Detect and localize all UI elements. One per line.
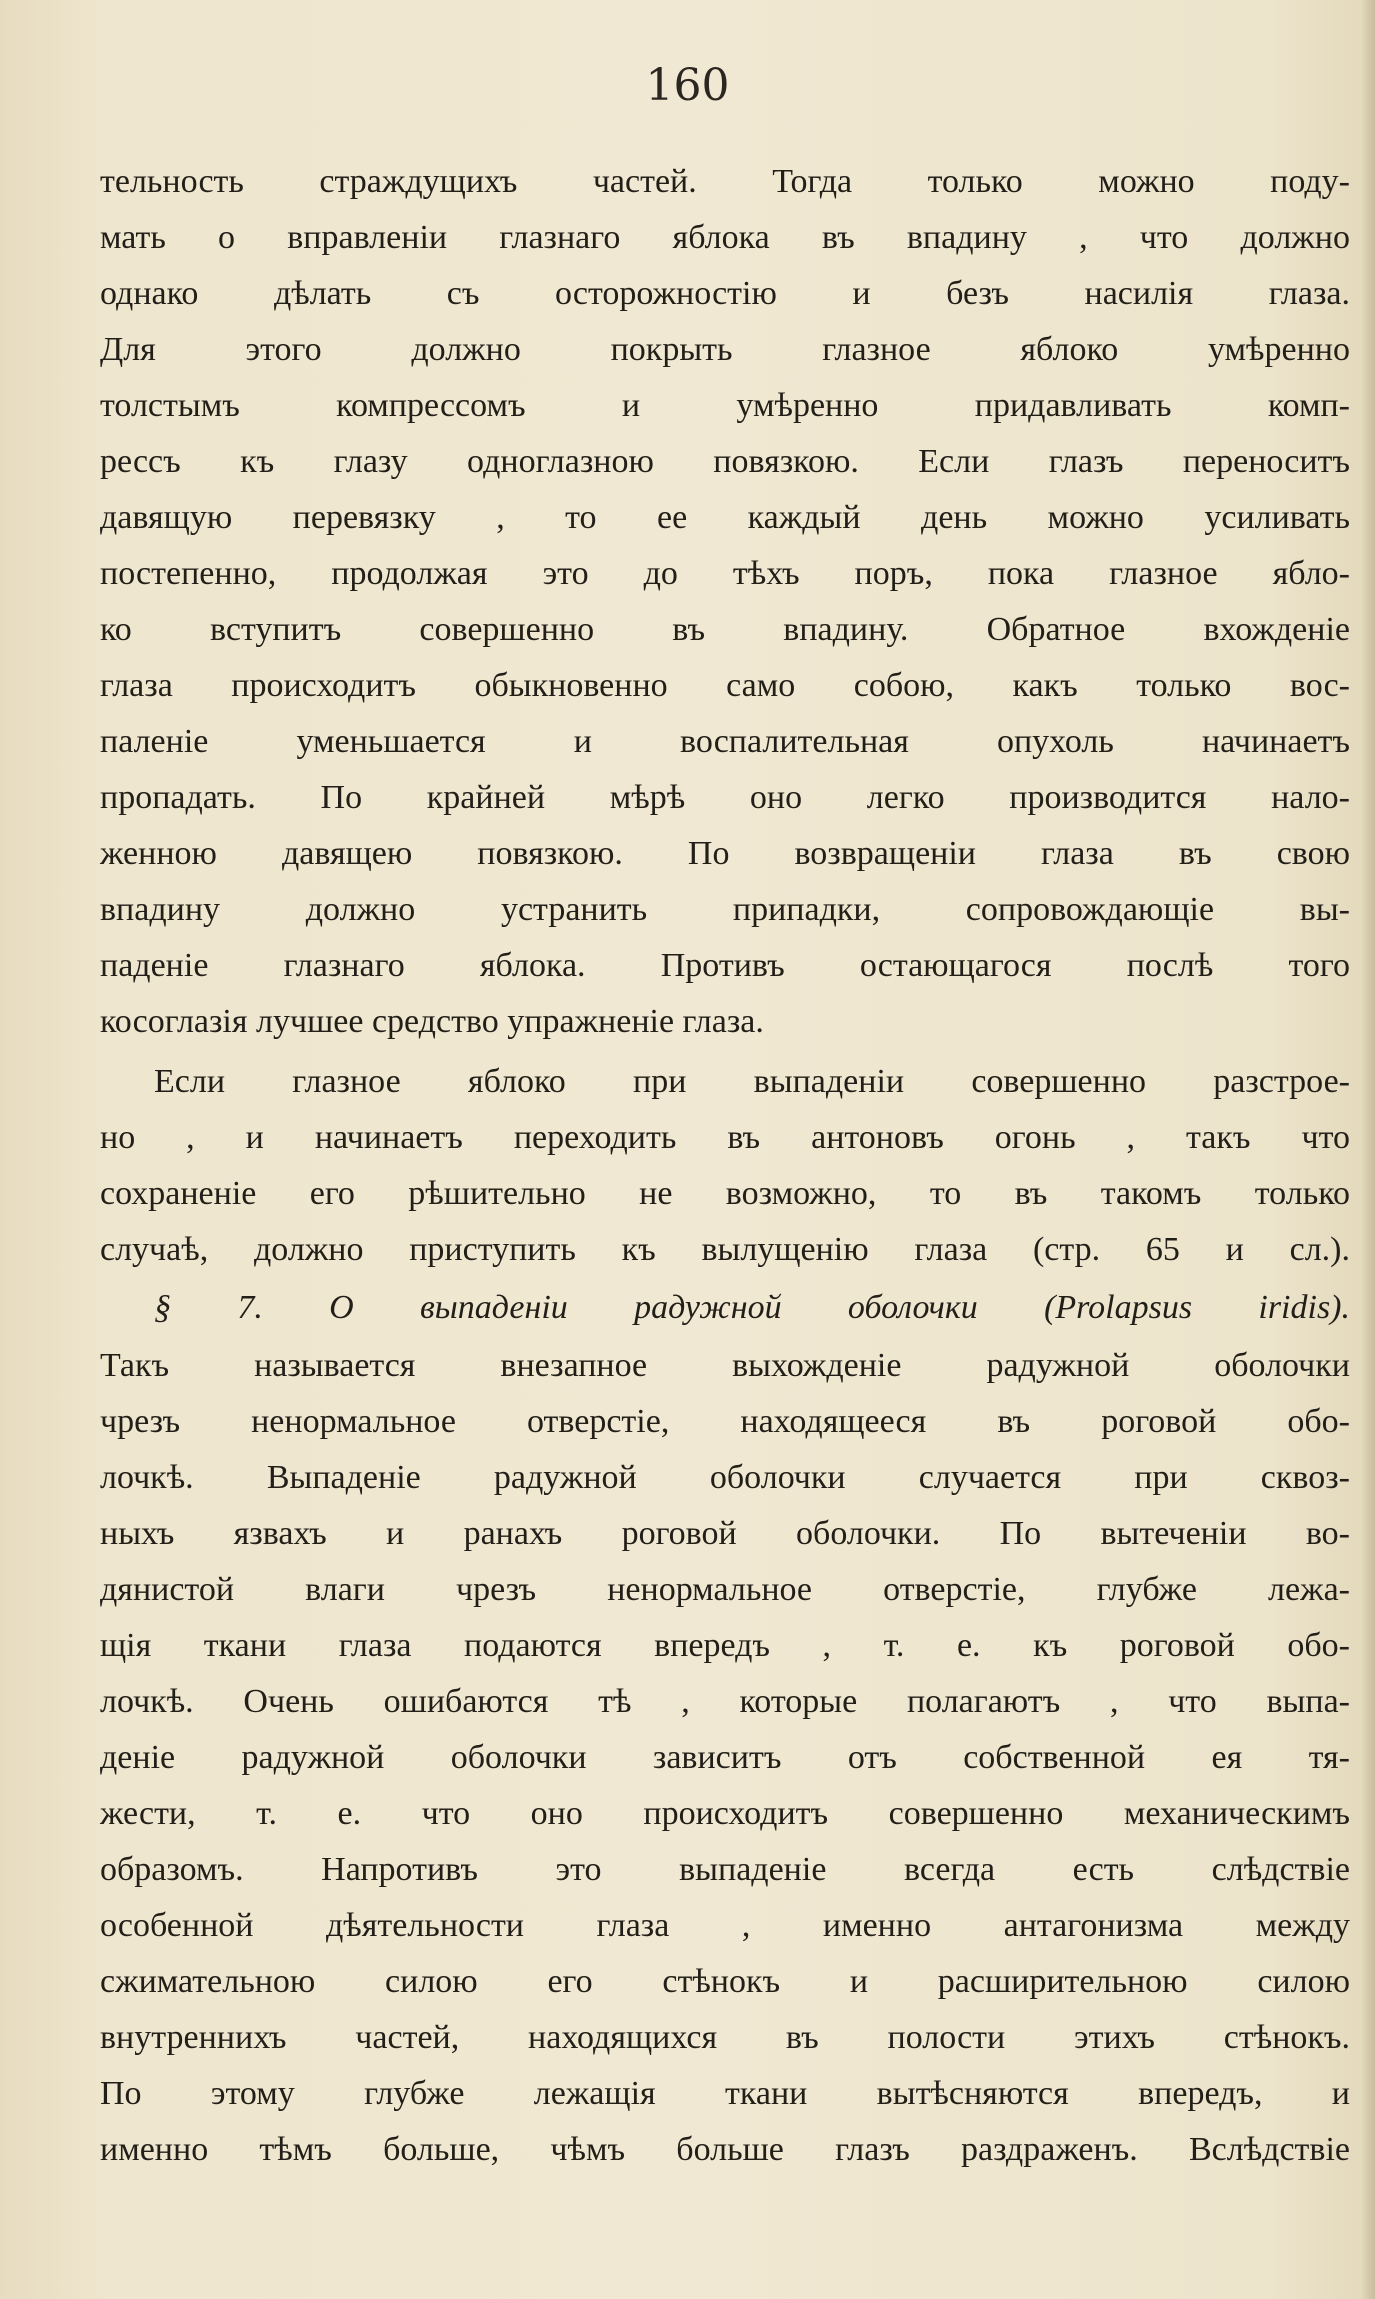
text-line: По этому глубже лежащія ткани вытѣсняются впередъ, и: [100, 2075, 1350, 2112]
text-line: тельность страждущихъ частей. Тогда только можно поду-: [100, 163, 1350, 200]
text-line: особенной дѣятельности глаза , именно антагонизма между: [100, 1907, 1350, 1944]
text-line: впадину должно устранить припадки, сопровождающіе вы-: [100, 891, 1350, 928]
text-line: постепенно, продолжая это до тѣхъ поръ, пока глазное ябло-: [100, 555, 1350, 592]
text-line: дянистой влаги чрезъ ненормальное отверстіе, глубже лежа-: [100, 1571, 1350, 1608]
text-line: однако дѣлать съ осторожностію и безъ насилія глаза.: [100, 275, 1350, 312]
text-line: женною давящею повязкою. По возвращеніи глаза въ свою: [100, 835, 1350, 872]
text-line: сохраненіе его рѣшительно не возможно, то въ такомъ только: [100, 1175, 1350, 1212]
text-line: образомъ. Напротивъ это выпаденіе всегда есть слѣдствіе: [100, 1851, 1350, 1888]
text-line: косоглазія лучшее средство упражненіе глаза.: [100, 1003, 764, 1040]
text-line: но , и начинаетъ переходить въ антоновъ огонь , такъ что: [100, 1119, 1350, 1156]
text-line: паденіе глазнаго яблока. Противъ остающагося послѣ того: [100, 947, 1350, 984]
text-line: Для этого должно покрыть глазное яблоко умѣренно: [100, 331, 1350, 368]
text-line: именно тѣмъ больше, чѣмъ больше глазъ раздраженъ. Вслѣдствіе: [100, 2131, 1350, 2168]
page-number: 160: [645, 60, 730, 111]
text-line: случаѣ, должно приступить къ вылущенію глаза (стр. 65 и сл.).: [100, 1231, 1350, 1268]
text-line: глаза происходитъ обыкновенно само собою, какъ только вос-: [100, 667, 1350, 704]
text-line: внутреннихъ частей, находящихся въ полости этихъ стѣнокъ.: [100, 2019, 1350, 2056]
text-line: лочкѣ. Выпаденіе радужной оболочки случается при сквоз-: [100, 1459, 1350, 1496]
text-line: рессъ къ глазу одноглазною повязкою. Если глазъ переноситъ: [100, 443, 1350, 480]
section-heading: § 7. О выпаденіи радужной оболочки (Prolapsus iridis).: [154, 1289, 1350, 1326]
text-line: Такъ называется внезапное выхожденіе радужной оболочки: [100, 1347, 1350, 1384]
text-line: пропадать. По крайней мѣрѣ оно легко производится нало-: [100, 779, 1350, 816]
text-line: деніе радужной оболочки зависитъ отъ собственной ея тя-: [100, 1739, 1350, 1776]
text-line: давящую перевязку , то ее каждый день можно усиливать: [100, 499, 1350, 536]
text-line: мать о вправленіи глазнаго яблока въ впадину , что должно: [100, 219, 1350, 256]
text-line: чрезъ ненормальное отверстіе, находящееся въ роговой обо-: [100, 1403, 1350, 1440]
paragraph-start: Если глазное яблоко при выпаденіи совершенно разстрое-: [154, 1063, 1350, 1100]
page-fold-shadow: [1361, 0, 1375, 2299]
text-line: ко вступитъ совершенно въ впадину. Обратное вхожденіе: [100, 611, 1350, 648]
text-line: жести, т. е. что оно происходитъ совершенно механическимъ: [100, 1795, 1350, 1832]
text-line: лочкѣ. Очень ошибаются тѣ , которые полагаютъ , что выпа-: [100, 1683, 1350, 1720]
text-line: щія ткани глаза подаются впередъ , т. е. къ роговой обо-: [100, 1627, 1350, 1664]
text-line: ныхъ язвахъ и ранахъ роговой оболочки. По вытеченіи во-: [100, 1515, 1350, 1552]
text-line: толстымъ компрессомъ и умѣренно придавливать комп-: [100, 387, 1350, 424]
text-line: паленіе уменьшается и воспалительная опухоль начинаетъ: [100, 723, 1350, 760]
text-line: сжимательною силою его стѣнокъ и расширительною силою: [100, 1963, 1350, 2000]
